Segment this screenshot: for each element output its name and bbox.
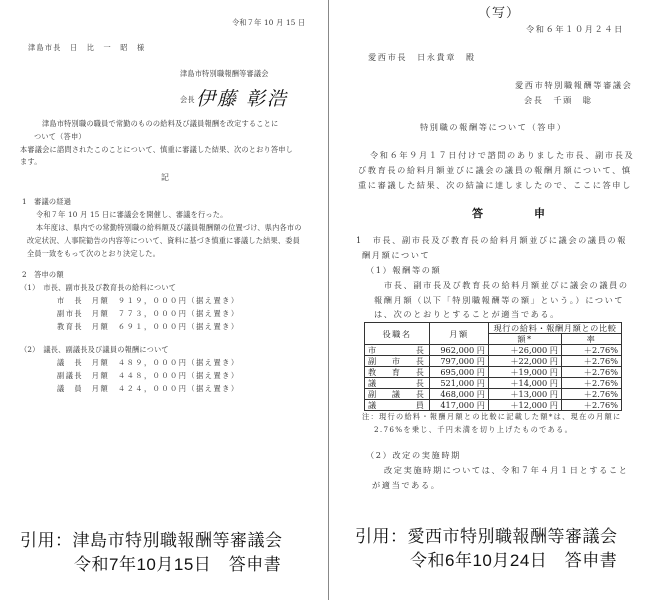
right-addressee: 愛西市長 日永貴章 殿 xyxy=(368,52,476,62)
left-sub1-row-deputy-mayor: 副市長 月額 ７７３，０００円（据え置き） xyxy=(57,309,240,318)
right-sub1-title: （1）報酬等の額 xyxy=(366,265,442,275)
right-sub2-p-line1: 改定実施時期については、令和７年４月１日とすること xyxy=(384,465,629,475)
right-sub2-p-line2: が適当である。 xyxy=(372,480,441,490)
right-intro-line2: び教育長の給料月額並びに議会の議員の報酬月額について、慎 xyxy=(358,165,632,175)
left-council-name: 津島市特別職報酬等審議会 xyxy=(180,69,269,78)
table-row: 教育長 695,000 円 ＋19,000 円 ＋2.76% xyxy=(365,367,622,378)
right-date: 令和６年１０月２４日 xyxy=(526,24,624,34)
right-sub1-p-line2: 報酬月額（以下「特別職報酬等の額」という。）について xyxy=(374,295,625,305)
table-header-row xyxy=(365,323,622,334)
left-sub2-row-member: 議 員 月額 ４２４，０００円（据え置き） xyxy=(57,384,240,393)
right-note-line1: 注：現行の給料・報酬月額との比較に記載した額*は、現在の月額に xyxy=(362,412,622,421)
left-section1-p2-line2: 改定状況、人事院勧告の内容等について、資料に基づき慎重に審議した結果、委員 xyxy=(27,236,301,245)
left-intro-line2: ます。 xyxy=(20,157,42,166)
table-row: 議長 521,000 円 ＋14,000 円 ＋2.76% xyxy=(365,378,622,389)
right-item1-line1: 1 市長、副市長及び教育長の給料月額並びに議会の議員の報 xyxy=(356,235,628,245)
right-council-name: 愛西市特別職報酬等審議会 xyxy=(515,80,633,90)
table-row: 議員 417,000 円 ＋12,000 円 ＋2.76% xyxy=(365,400,622,411)
left-addressee: 津島市長 日 比 一 昭 様 xyxy=(28,43,146,52)
left-subject-line2: ついて（答申） xyxy=(34,132,86,141)
left-section1-p2-line1: 本年度は、県内での常勤特別職の給料額及び議員報酬額の位置づけ、県内各市の xyxy=(36,223,302,232)
left-sub2-row-chair: 議 長 月額 ４８９，０００円（据え置き） xyxy=(57,358,240,367)
right-sub1-p-line3: は、次のとおりとすることが適当である。 xyxy=(374,309,560,319)
page-divider xyxy=(328,0,329,600)
table-row: 副議長 468,000 円 ＋13,000 円 ＋2.76% xyxy=(365,389,622,400)
right-heading: 答 申 xyxy=(472,207,565,220)
left-intro-line1: 本審議会に諮問されたこのことについて、慎重に審議した結果、次のとおり答申し xyxy=(20,145,294,154)
left-subject-line1: 津島市特別職の職員で常勤のものの給料及び議員報酬を改定することに xyxy=(42,119,279,128)
left-sub2-row-vice-chair: 副議長 月額 ４４８，０００円（据え置き） xyxy=(57,371,240,380)
left-chair-label: 会長 xyxy=(180,95,195,104)
right-chair: 会長 千頭 聡 xyxy=(524,95,593,105)
header-compare: 現行の給料・報酬月額との比較 xyxy=(489,323,622,334)
left-sub2-title: （2） 議長、副議長及び議員の報酬について xyxy=(20,345,169,354)
right-sub2-title: （2）改定の実施時期 xyxy=(366,450,461,460)
left-sub1-title: （1） 市長、副市長及び教育長の給料について xyxy=(20,283,177,292)
right-caption-line1: 引用：愛西市特別職報酬等審議会 xyxy=(355,527,618,546)
left-caption-line2: 令和7年10月15日 答申書 xyxy=(74,555,282,574)
header-diff: 額* xyxy=(489,334,562,345)
left-date: 令和７年 10 月 15 日 xyxy=(232,18,306,27)
left-section1-p1: 令和７年 10 月 15 日に審議会を開催し、審議を行った。 xyxy=(36,210,228,219)
right-intro-line3: 重に審議した結果、次の結論に達しましたので、ここに答申し xyxy=(358,180,632,190)
left-section1-p2-line3: 全員一致をもって次のとおり決定した。 xyxy=(27,249,160,258)
left-sub1-row-mayor: 市 長 月額 ９１９，０００円（据え置き） xyxy=(57,296,240,305)
table-row: 市長 962,000 円 ＋26,000 円 ＋2.76% xyxy=(365,345,622,356)
compensation-table xyxy=(364,322,622,411)
left-chair-signature: 伊藤 彰浩 xyxy=(196,88,289,110)
left-sub1-row-superintendent: 教育長 月額 ６９１，０００円（据え置き） xyxy=(57,322,240,331)
right-note-line2: 2.76%を乗じ、千円未満を切り上げたものである。 xyxy=(374,425,574,434)
left-section2-title: 2 答申の額 xyxy=(22,270,64,279)
right-item1-line2: 酬月額について xyxy=(362,250,431,260)
right-caption-line2: 令和6年10月24日 答申書 xyxy=(410,551,618,570)
right-subject: 特別職の報酬等について（答申） xyxy=(420,122,567,132)
right-sub1-p-line1: 市長、副市長及び教育長の給料月額並びに議会の議員の xyxy=(384,280,629,290)
header-amount: 月額 xyxy=(430,323,489,345)
copy-mark: （写） xyxy=(478,6,521,21)
right-intro-line1: 令和６年９月１７日付けで諮問のありました市長、副市長及 xyxy=(370,150,635,160)
left-ki-heading: 記 xyxy=(161,173,170,182)
table-row: 副市長 797,000 円 ＋22,000 円 ＋2.76% xyxy=(365,356,622,367)
header-role: 役職名 xyxy=(365,323,430,345)
header-rate: 率 xyxy=(562,334,622,345)
left-caption-line1: 引用：津島市特別職報酬等審議会 xyxy=(20,531,283,550)
left-section1-title: 1 審議の経過 xyxy=(22,197,72,206)
